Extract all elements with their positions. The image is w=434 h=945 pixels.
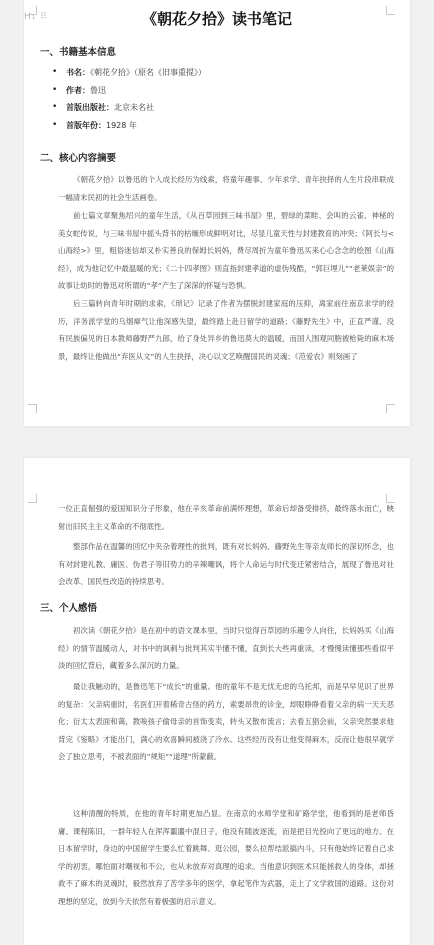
summary-paragraph[interactable]: 前七篇文章聚焦绍兴的童年生活，《从百草园到三味书屋》里，碧绿的菜畦、会叫的云雀、神秘的美女蛇传说，与三味书屋中摇头背书的枯燥形成鲜明对比，尽显儿童天性与封建教育的冲突；《阿长与<山海经>》里，粗俗迷信却又朴实善良的保姆长妈妈，费尽周折为童年鲁迅买来心心念念的绘图《山海经》，成为他记忆中最温暖的光；《二十四孝图》则直指封建孝道的虚伪残酷，“郭巨埋儿”“老莱娱亲”的故事让幼时的鲁迅对所谓的“孝”产生了深深的怀疑与恐惧。 — [58, 211, 394, 290]
heading-drag-handle-icon[interactable]: H₁ ⠿ — [24, 12, 48, 22]
summary-paragraph[interactable]: 后三篇转向青年时期的求索，《琐记》记录了作者为摆脱封建家庭的压抑，离家前往南京求学的经历，洋务派学堂的乌烟瘴气让他深感失望，最终踏上赴日留学的道路；《藤野先生》中，正直严谨、没有民族偏见的日本教师藤野严九郎，给了身处异乡的鲁迅莫大的温暖，而国人围观同胞被枪毙的麻木场景，最终让他做出“弃医从文”的人生抉择，决心以文艺唤醒国民的灵魂；《范爱农》则刻画了 — [58, 299, 394, 361]
section-heading-summary[interactable]: 二、核心内容摘要 — [40, 153, 117, 164]
summary-paragraph[interactable]: 整部作品在温馨的回忆中夹杂着理性的批判，既有对长妈妈、藤野先生等亲友师长的深切怀念，也有对封建礼教、庸医、伪君子等旧势力的辛辣嘲讽，将个人命运与时代变迁紧密结合，展现了鲁迅对社会改革、国民性改造的持续思考。 — [58, 542, 394, 586]
section-heading-book-info[interactable]: 一、书籍基本信息 — [40, 47, 117, 58]
document-page-2 — [24, 458, 410, 945]
margin-corner-mark — [386, 404, 395, 413]
summary-paragraph-continued[interactable]: 一位正直倔强的爱国知识分子形象，他在辛亥革命前满怀理想，革命后却备受排挤，最终落水而亡，映射出旧民主主义革命的不彻底性。 — [58, 504, 394, 531]
document-title[interactable]: 《朝花夕拾》读书笔记 — [141, 10, 292, 28]
list-item[interactable]: • 作者：鲁迅 — [52, 82, 206, 100]
margin-corner-mark — [28, 404, 37, 413]
section-heading-reflection[interactable]: 三、个人感悟 — [40, 603, 98, 614]
reflection-paragraph[interactable]: 最让我触动的，是鲁迅笔下“成长”的重量。他的童年不是无忧无虑的乌托邦，而是早早见识了世界的复杂：父亲病重时，名医们开着稀奇古怪的药方，索要昂贵的诊金，却眼睁睁看着父亲的病一天天恶化；衍太太表面和蔼，教唆孩子偷母亲的首饰变卖，转头又散布流言；去看五猖会前，父亲突然要求他背完《鉴略》才能出门，满心的欢喜瞬间被浇了冷水。这些经历没有让他变得麻木，反而让他很早就学会了独立思考，不被表面的“规矩”“道理”所蒙蔽。 — [58, 682, 394, 761]
list-item[interactable]: • 首版年份：1928 年 — [52, 117, 206, 135]
reflection-paragraph[interactable]: 初次读《朝花夕拾》是在初中的语文课本里，当时只觉得百草园的乐趣令人向往，长妈妈买《山海经》的情节温暖动人，对书中的讽刺与批判其实半懂不懂，直到长大些再重读，才慢慢读懂那些看似平淡的回忆背后，藏着多么深沉的力量。 — [58, 626, 394, 670]
list-item[interactable]: • 书名：《朝花夕拾》（原名《旧事重提》） — [52, 64, 206, 82]
margin-corner-mark — [28, 494, 37, 503]
reflection-paragraph[interactable]: 这种清醒的特质，在他的青年时期更加凸显。在南京的水师学堂和矿路学堂，他看到的是老师昏庸、课程陈旧，一群年轻人在浑浑噩噩中混日子，他没有随波逐流，而是把目光投向了更远的地方。在日本留学时，身边的中国留学生要么忙着跳舞、逛公园，要么拉帮结派搞内斗，只有他始终记着自己求学的初衷，哪怕面对嘲视和不公，也从未放弃对真理的追求。当他意识到医术只能拯救人的身体，却拯救不了麻木的灵魂时，毅然放弃了苦学多年的医学，拿起笔作为武器，走上了文学救国的道路。这份对理想的坚定，放到今天依然有着极强的启示意义。 — [58, 809, 394, 906]
book-info-list — [52, 64, 206, 134]
list-item[interactable]: • 首版出版社：北京未名社 — [52, 99, 206, 117]
summary-paragraph[interactable]: 《朝花夕拾》以鲁迅的个人成长经历为线索，将童年趣事、少年求学、青年抉择的人生片段串联成一幅清末民初的社会生活画卷。 — [58, 175, 394, 202]
document-page-1 — [24, 0, 410, 426]
